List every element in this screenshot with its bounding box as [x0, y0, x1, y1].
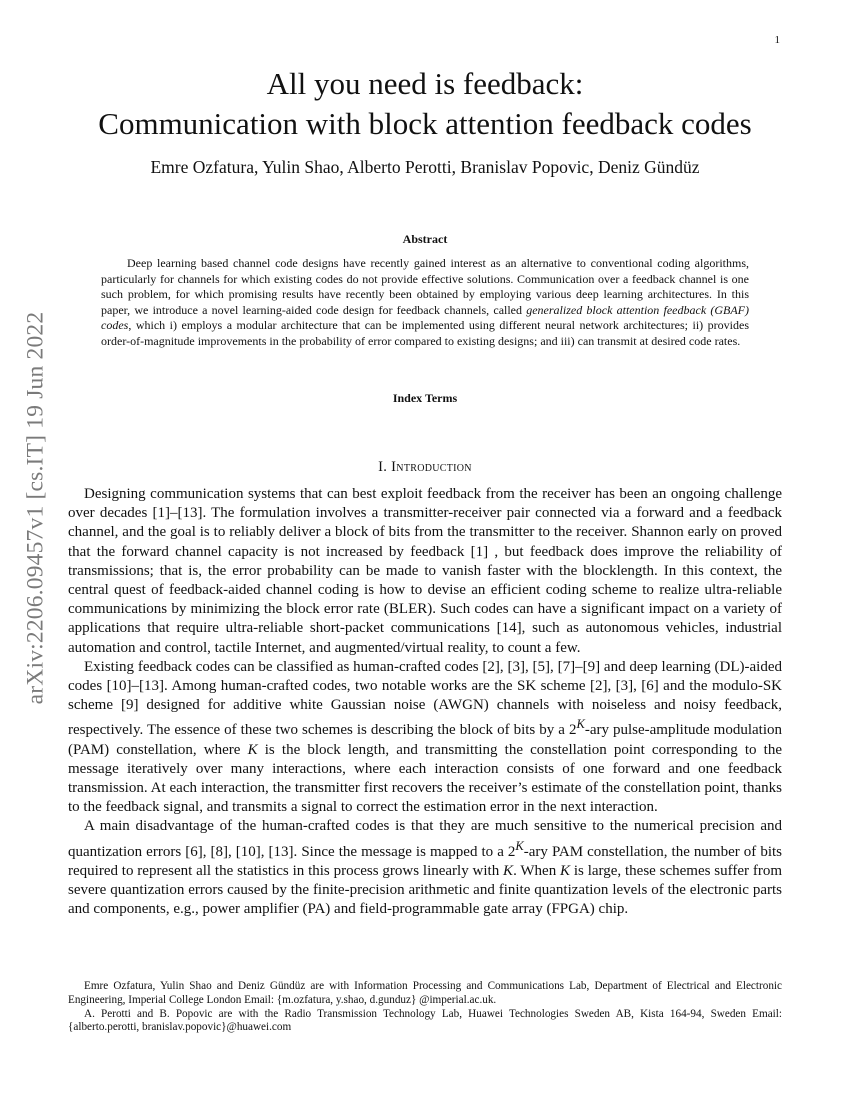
footnotes [68, 980, 782, 1035]
paragraph-3-part-d: is large, these schemes suffer from severe quantization errors caused by the finite-precision arithmetic and finite quantization levels of the electronic parts and components, e.g., power amplifier (PA) and field-programmable gate array (FPGA) chip. [68, 862, 783, 918]
index-terms-heading: Index Terms [392, 391, 458, 405]
arxiv-stamp [6, 308, 66, 708]
paragraph-1: Designing communication systems that can best exploit feedback from the receiver has been an ongoing challenge over decades [1]–[13]. The formulation involves a transmitter-receiver pair connected via a forward and a feedback channel, and the goal is to reliably deliver a block of bits from the transmitter to the receiver. Shannon early on proved that the forward channel capacity is not increased by feedback [1] , but feedback does improve the reliability of transmissions; that is, the error probability can be made to vanish faster with the blocklength. In this context, the central quest of feedback-aided channel coding is how to devise an efficient coding scheme to realize ultra-reliable communications by minimizing the block error rate (BLER). Such codes can have a significant impact on a variety of applications that require ultra-reliable short-packet communications [14], such as autonomous vehicles, industrial automation and control, tactile Internet, and augmented/virtual reality, to count a few. [68, 486, 782, 656]
paper-title [60, 64, 790, 144]
math-base: 2 [568, 722, 577, 739]
abstract-text [101, 256, 749, 350]
abstract-emphasis: generalized block attention feedback (GBAF) codes [101, 302, 750, 333]
paragraph-3 [68, 817, 782, 919]
paragraph-3-part-a: A main disadvantage of the human-crafted codes is that they are much sensitive to the numerical precision and quantization errors [6], [8], [10], [13]. Since the message is mapped to a [68, 818, 782, 860]
paragraph-3-part-c: . When [513, 862, 561, 879]
math-base: 2 [507, 843, 516, 860]
arxiv-stamp-text: arXiv:2206.09457v1 [cs.IT] 19 Jun 2022 [22, 311, 49, 705]
footnote-1: Emre Ozfatura, Yulin Shao and Deniz Gündüz are with Information Processing and Communications Lab, Department of Electrical and Electronic Engineering, Imperial College London Email: {m.ozfatura, y.shao, d.gunduz} @imperial.ac.uk. [68, 980, 782, 1006]
paragraph-2-part-a: Existing feedback codes can be classified as human-crafted codes [2], [3], [5], [7]–[9] and deep learning (DL)-aided codes [10]–[13]. Among human-crafted codes, two notable works are the SK scheme [2], [3], [6] and the modulo-SK scheme [9] designed for additive white Gaussian noise (AWGN) channels with noiseless and noisy feedback, respectively. The essence of these two schemes is describing the block of bits by a [68, 658, 782, 739]
abstract-heading: Abstract [402, 232, 448, 246]
math-exponent: K [576, 717, 585, 732]
paragraph-3-part-b: -ary PAM constellation, the number of bits required to represent all the statistics in this process grows linearly with [68, 843, 782, 879]
author-list: Emre Ozfatura, Yulin Shao, Alberto Perotti, Branislav Popovic, Deniz Gündüz [150, 157, 700, 177]
title-line-2: Communication with block attention feedback codes [98, 106, 752, 141]
footnote-2: A. Perotti and B. Popovic are with the Radio Transmission Technology Lab, Huawei Technologies Sweden AB, Kista 164-94, Sweden Email: {alberto.perotti, branislav.popovic}@huawei.com [68, 1007, 782, 1034]
section-number: I. [378, 459, 388, 475]
section-heading [0, 459, 850, 476]
paragraph-2 [68, 658, 782, 818]
paragraph-2-part-c: is the block length, and transmitting the constellation point corresponding to the message iteratively over many interactions, where each interaction consists of one forward and one feedback transmission. At each interaction, the transmitter first recovers the receiver’s estimate of the constellation point, thanks to the feedback signal, and transmits a signal to correct the estimation error in the next interaction. [68, 741, 782, 816]
math-2-to-k [507, 838, 524, 860]
section-title: Introduction [391, 459, 472, 475]
paragraph-2-part-b: -ary pulse-amplitude modulation (PAM) constellation, where [68, 722, 782, 758]
body-text [68, 485, 782, 919]
math-2-to-k [568, 717, 585, 739]
math-k: K [247, 741, 258, 758]
math-k: K [503, 862, 514, 879]
math-exponent: K [515, 838, 524, 853]
abstract-part-2: , which i) employs a modular architecture that can be implemented using different neural network architectures; ii) provides order-of-magnitude improvements in the probability of error compared to existing designs; and iii) can transmit at desired code rates. [101, 318, 749, 348]
page-number: 1 [774, 34, 780, 46]
math-k: K [560, 862, 571, 879]
title-line-1: All you need is feedback: [266, 66, 584, 101]
abstract-part-1: Deep learning based channel code designs have recently gained interest as an alternative to conventional coding algorithms, particularly for channels for which existing codes do not provide effective solutions. Communication over a feedback channel is one such problem, for which promising results have recently been obtained by employing various deep learning architectures. In this paper, we introduce a novel learning-aided code design for feedback channels, called [101, 256, 749, 317]
